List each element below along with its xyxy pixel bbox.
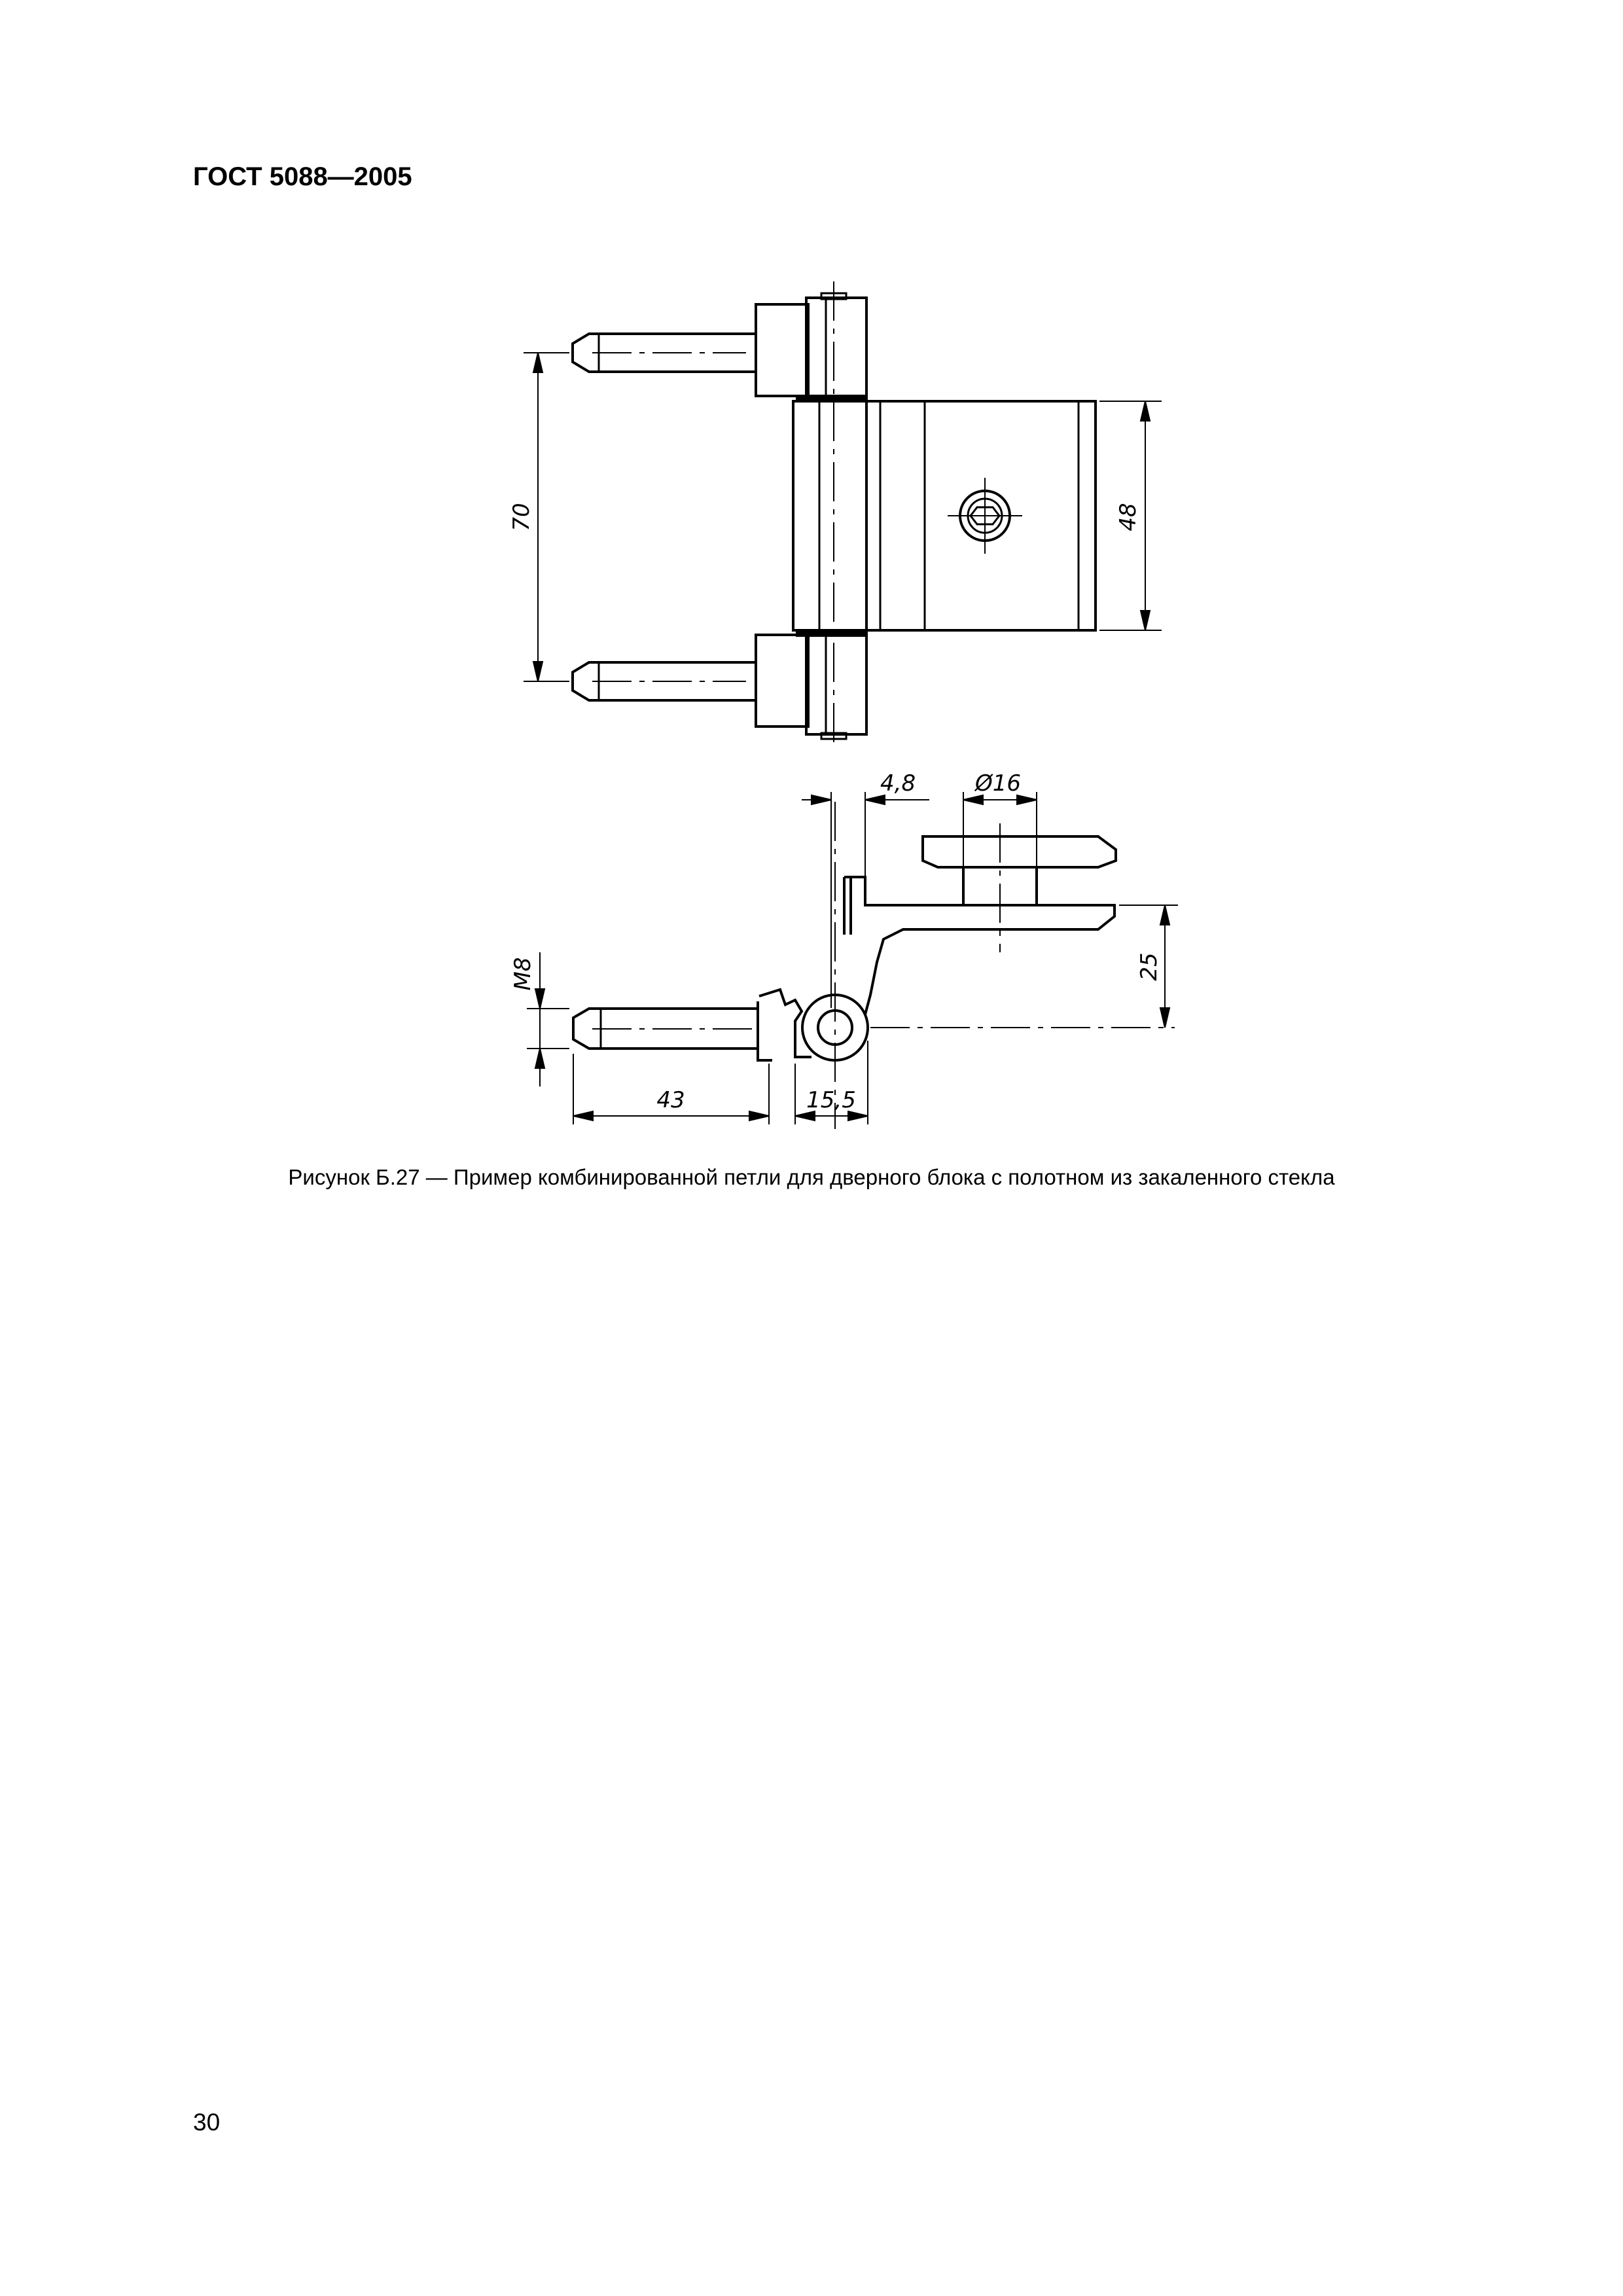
dimension-label-4-8: 4,8 — [880, 770, 916, 797]
page-number: 30 — [193, 2109, 221, 2136]
dimension-label-d16: Ø16 — [975, 770, 1022, 797]
dimension-label-43: 43 — [656, 1087, 685, 1113]
lower-knuckle — [756, 630, 866, 739]
hinge-arm — [844, 877, 1115, 1014]
hinge-front-view — [524, 281, 1162, 749]
hex-screw — [948, 478, 1022, 554]
side-pin — [573, 1009, 758, 1049]
figure-caption: Рисунок Б.27 — Пример комбинированной петли для дверного блока с полотном из закаленного стекла — [288, 1165, 1335, 1189]
lower-pin — [573, 662, 756, 700]
upper-knuckle — [756, 293, 866, 401]
document-header: ГОСТ 5088—2005 — [193, 162, 412, 191]
dimension-label-25: 25 — [1136, 952, 1162, 981]
dimension-label-15-5: 15,5 — [806, 1087, 856, 1113]
hinge-side-view — [527, 792, 1178, 1129]
center-barrel — [793, 401, 866, 630]
dimension-label-48: 48 — [1115, 503, 1141, 531]
upper-pin — [573, 334, 756, 372]
dimension-label-70: 70 — [508, 503, 535, 531]
clamp-cap — [923, 836, 1116, 905]
dimension-label-m8: M8 — [510, 957, 536, 991]
